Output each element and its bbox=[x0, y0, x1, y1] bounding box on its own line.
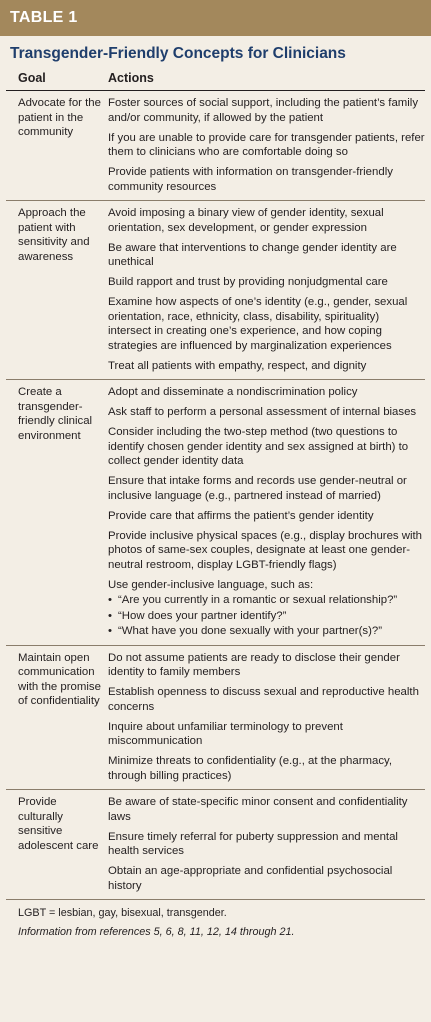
table-title: Transgender-Friendly Concepts for Clinicians bbox=[10, 45, 346, 62]
goal-cell: Provide culturally sensitive adolescent care bbox=[18, 796, 99, 852]
action-item: Foster sources of social support, including the patient’s family and/or community, if allowed by the patient bbox=[108, 97, 419, 124]
action-item: Obtain an age-appropriate and confidential psychosocial history bbox=[108, 865, 393, 892]
action-item: If you are unable to provide care for transgender patients, refer them to clinicians who are comfortable doing so bbox=[108, 131, 425, 158]
action-item: Provide inclusive physical spaces (e.g., display brochures with photos of same-sex couples, designate at least one gender-neutral restroom, display LGBT-friendly flags) bbox=[108, 529, 423, 571]
actions-cell bbox=[108, 385, 425, 641]
action-item: Ask staff to perform a personal assessment of internal biases bbox=[108, 406, 417, 418]
action-item bbox=[108, 578, 425, 639]
footnote: LGBT = lesbian, gay, bisexual, transgender. bbox=[18, 907, 227, 919]
table-row bbox=[6, 201, 425, 380]
action-item: Be aware of state-specific minor consent and confidentiality laws bbox=[108, 796, 408, 823]
table-row bbox=[6, 91, 425, 201]
table-row bbox=[6, 380, 425, 646]
action-item: Consider including the two-step method (two questions to identify chosen gender identity and sex assigned at birth) to collect gender identity data bbox=[108, 426, 409, 467]
action-item: Do not assume patients are ready to disclose their gender identity to family members bbox=[108, 651, 400, 678]
source-note: Information from references 5, 6, 8, 11, 12, 14 through 21. bbox=[18, 926, 295, 938]
action-item: Minimize threats to confidentiality (e.g., at the pharmacy, through billing practices) bbox=[108, 755, 393, 782]
table-footer bbox=[6, 900, 425, 939]
actions-cell bbox=[108, 96, 425, 196]
action-item: Build rapport and trust by providing nonjudgmental care bbox=[108, 276, 388, 288]
actions-column-header: Actions bbox=[108, 71, 154, 85]
actions-cell bbox=[108, 206, 425, 375]
action-item: Examine how aspects of one’s identity (e.g., gender, sexual orientation, race, ethnicity, class, disability, spirituality) intersect in creating one’s experience, and how coping strategies are influenced by marginalization experiences bbox=[108, 296, 408, 352]
action-item: Establish openness to discuss sexual and reproductive health concerns bbox=[108, 686, 419, 713]
table-tab: TABLE 1 bbox=[0, 0, 431, 36]
column-headers bbox=[6, 64, 425, 91]
table-row bbox=[6, 790, 425, 900]
action-item: Ensure timely referral for puberty suppression and mental health services bbox=[108, 830, 398, 857]
goal-cell: Maintain open communication with the promise of confidentiality bbox=[18, 651, 101, 707]
action-item-text: Use gender-inclusive language, such as: bbox=[108, 578, 314, 591]
goal-cell: Advocate for the patient in the community bbox=[18, 97, 101, 138]
bullet-item: • “What have you done sexually with your partner(s)?” bbox=[108, 624, 425, 639]
action-item: Avoid imposing a binary view of gender identity, sexual orientation, sex development, or gender expression bbox=[108, 207, 384, 234]
goal-cell: Create a transgender-friendly clinical environment bbox=[18, 386, 93, 442]
goal-column-header: Goal bbox=[18, 71, 46, 85]
action-item: Be aware that interventions to change gender identity are unethical bbox=[108, 241, 397, 268]
action-item: Treat all patients with empathy, respect, and dignity bbox=[108, 359, 367, 372]
goal-cell: Approach the patient with sensitivity and awareness bbox=[18, 207, 90, 263]
action-item: Provide care that affirms the patient’s gender identity bbox=[108, 509, 374, 522]
action-item: Provide patients with information on transgender-friendly community resources bbox=[108, 166, 393, 193]
action-item: Ensure that intake forms and records use gender-neutral or inclusive language (e.g., partnered instead of married) bbox=[108, 475, 407, 502]
table-row bbox=[6, 646, 425, 791]
actions-cell bbox=[108, 795, 425, 895]
actions-cell bbox=[108, 651, 425, 786]
table-body bbox=[0, 91, 431, 900]
action-item: Inquire about unfamiliar terminology to prevent miscommunication bbox=[108, 720, 343, 747]
action-item: Adopt and disseminate a nondiscrimination policy bbox=[108, 386, 358, 398]
bullet-item: • “Are you currently in a romantic or sexual relationship?” bbox=[108, 593, 425, 608]
bullet-item: • “How does your partner identify?” bbox=[108, 609, 425, 624]
